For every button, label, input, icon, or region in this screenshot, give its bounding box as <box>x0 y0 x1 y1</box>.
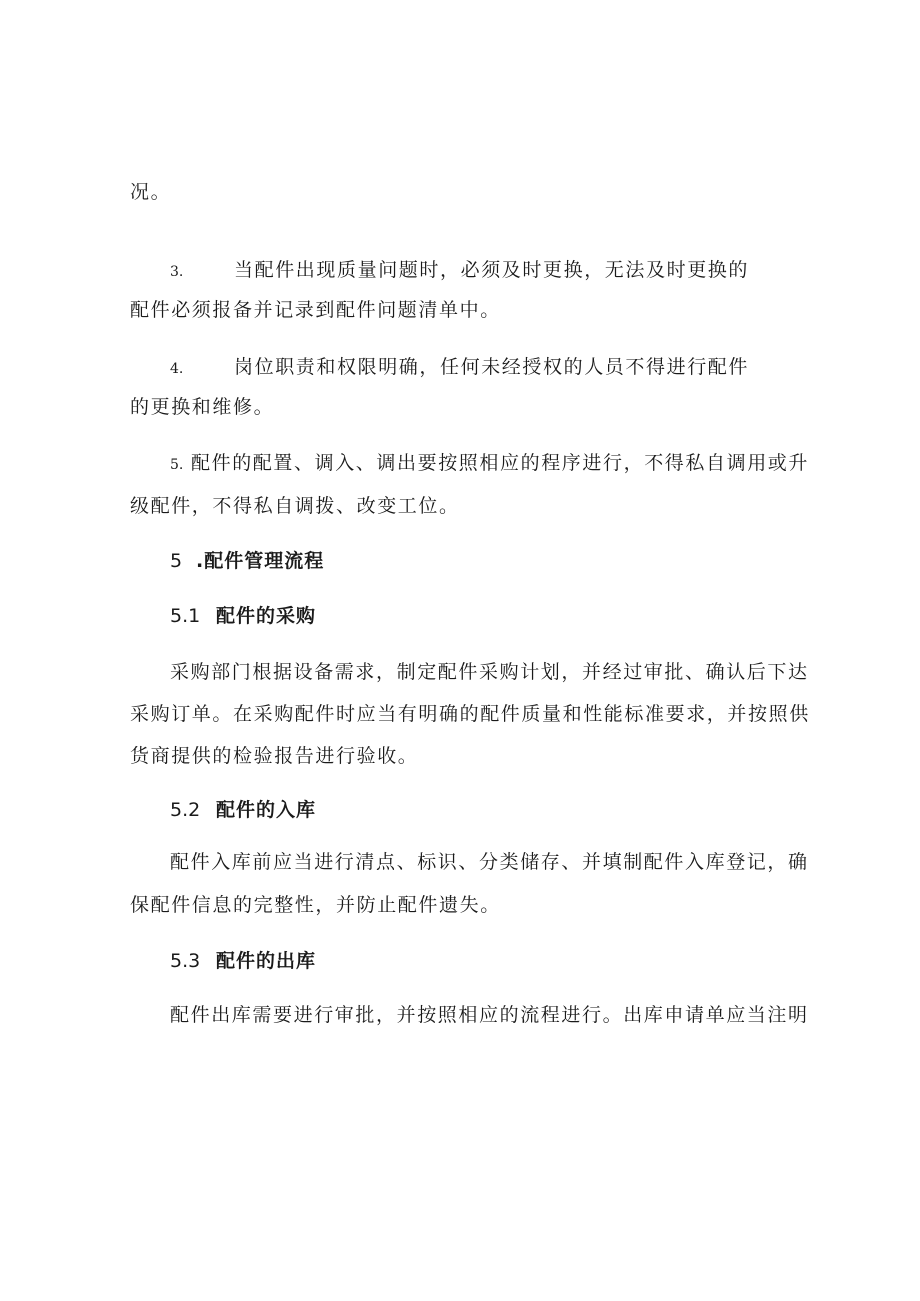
list-item-3-line-1 <box>170 258 183 284</box>
subsection-5-2-line-1 <box>170 850 809 874</box>
subsection-number: 5.1 <box>170 605 201 627</box>
subsection-title: 配件的采购 <box>216 605 317 627</box>
list-item-4-text-2 <box>130 395 274 419</box>
subsection-5-2-line-2 <box>130 893 501 917</box>
paragraph-text: 况。 <box>130 181 172 203</box>
subsection-heading-5-2 <box>170 798 316 822</box>
paragraph-text: 采购部门根据设备需求，制定配件采购计划，并经过审批、确认后下达 <box>170 661 809 683</box>
list-item-number: 4. <box>170 361 184 377</box>
subsection-5-3-line-1 <box>170 1003 809 1027</box>
list-item-number: 5. <box>170 457 184 473</box>
paragraph-text: 保配件信息的完整性，并防止配件遗失。 <box>130 894 501 916</box>
paragraph-text: 配件必须报备并记录到配件问题清单中。 <box>130 299 501 321</box>
subsection-5-1-line-2 <box>130 702 810 726</box>
paragraph-text: 配件入库前应当进行清点、标识、分类储存、并填制配件入库登记，确 <box>170 851 809 873</box>
section-title: .配件管理流程 <box>196 550 325 572</box>
paragraph-text: 岗位职责和权限明确，任何未经授权的人员不得进行配件 <box>234 356 750 378</box>
list-item-3-text-2 <box>130 298 501 322</box>
list-item-5-text-2 <box>130 494 460 518</box>
subsection-5-1-line-1 <box>170 660 809 684</box>
list-item-5-line-1 <box>170 451 809 477</box>
list-item-number: 3. <box>170 264 184 280</box>
subsection-5-1-line-3 <box>130 744 418 768</box>
subsection-heading-5-1 <box>170 604 316 628</box>
paragraph-text: 采购订单。在采购配件时应当有明确的配件质量和性能标准要求，并按照供 <box>130 703 810 725</box>
list-item-4-line-1 <box>170 355 183 381</box>
paragraph-text: 配件的配置、调入、调出要按照相应的程序进行，不得私自调用或升 <box>191 452 810 474</box>
paragraph-text: 级配件，不得私自调拨、改变工位。 <box>130 495 460 517</box>
subsection-number: 5.2 <box>170 799 201 821</box>
section-number: 5 <box>170 550 183 572</box>
subsection-title: 配件的出库 <box>216 950 317 972</box>
subsection-title: 配件的入库 <box>216 799 317 821</box>
subsection-number: 5.3 <box>170 950 201 972</box>
paragraph-text: 配件出库需要进行审批，并按照相应的流程进行。出库申请单应当注明 <box>170 1004 809 1026</box>
subsection-heading-5-3 <box>170 949 316 973</box>
section-heading <box>170 549 324 573</box>
paragraph-text: 的更换和维修。 <box>130 396 275 418</box>
paragraph-continuation <box>130 180 171 204</box>
paragraph-text: 当配件出现质量问题时，必须及时更换，无法及时更换的 <box>234 259 750 281</box>
list-item-4-text-1 <box>234 355 749 379</box>
list-item-3-text-1 <box>234 258 749 282</box>
paragraph-text: 货商提供的检验报告进行验收。 <box>130 745 419 767</box>
